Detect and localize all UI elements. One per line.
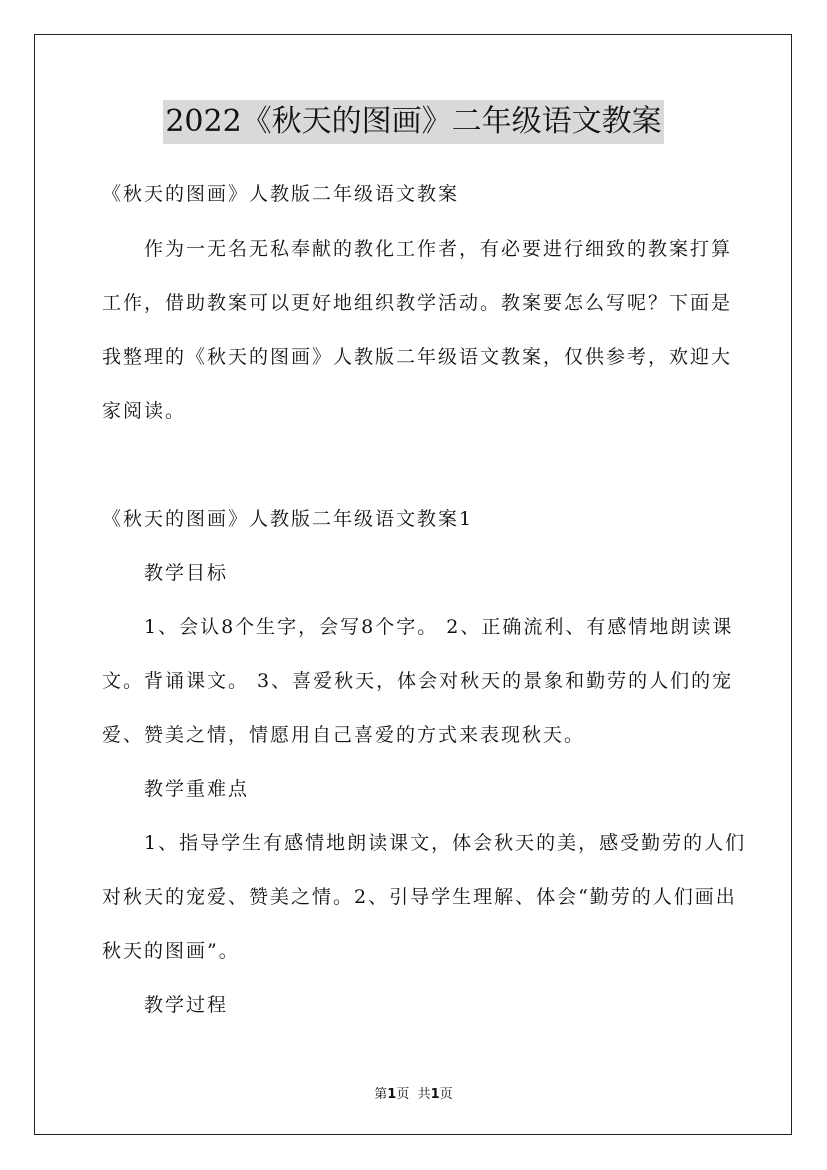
goals-line-3: 爱、赞美之情，情愿用自己喜爱的方式来表现秋天。 bbox=[102, 724, 586, 746]
footer-total-num: 1 bbox=[430, 1087, 440, 1102]
intro-line-1: 作为一无名无私奉献的教化工作者，有必要进行细致的教案打算 bbox=[144, 238, 733, 260]
intro-line-2: 工作，借助教案可以更好地组织教学活动。教案要怎么写呢？下面是 bbox=[102, 292, 733, 314]
process-heading: 教学过程 bbox=[144, 994, 229, 1016]
footer-page-num: 1 bbox=[387, 1087, 397, 1102]
document-title: 2022《秋天的图画》二年级语文教案 bbox=[163, 100, 663, 144]
footer-total-prefix: 共 bbox=[417, 1087, 431, 1102]
key-heading: 教学重难点 bbox=[144, 778, 250, 800]
footer-total-suffix: 页 bbox=[439, 1087, 453, 1102]
document-subtitle: 《秋天的图画》人教版二年级语文教案 bbox=[102, 183, 460, 205]
key-line-3: 秋天的图画”。 bbox=[102, 940, 240, 962]
goals-heading: 教学目标 bbox=[144, 562, 229, 584]
goals-line-1: 1、会认8个生字，会写8个字。 2、正确流利、有感情地朗读课 bbox=[144, 616, 734, 638]
page-footer bbox=[0, 1083, 827, 1102]
goals-line-2: 文。背诵课文。 3、喜爱秋天，体会对秋天的景象和勤劳的人们的宠 bbox=[102, 670, 734, 692]
intro-line-3: 我整理的《秋天的图画》人教版二年级语文教案，仅供参考，欢迎大 bbox=[102, 346, 733, 368]
section-title: 《秋天的图画》人教版二年级语文教案1 bbox=[102, 508, 474, 530]
key-line-1: 1、指导学生有感情地朗读课文，体会秋天的美，感受勤劳的人们 bbox=[144, 832, 747, 854]
footer-page-prefix: 第 bbox=[374, 1087, 388, 1102]
title-wrap bbox=[0, 100, 827, 144]
footer-page-suffix: 页 bbox=[396, 1087, 410, 1102]
key-line-2: 对秋天的宠爱、赞美之情。2、引导学生理解、体会“勤劳的人们画出 bbox=[102, 886, 737, 908]
intro-line-4: 家阅读。 bbox=[102, 400, 187, 422]
